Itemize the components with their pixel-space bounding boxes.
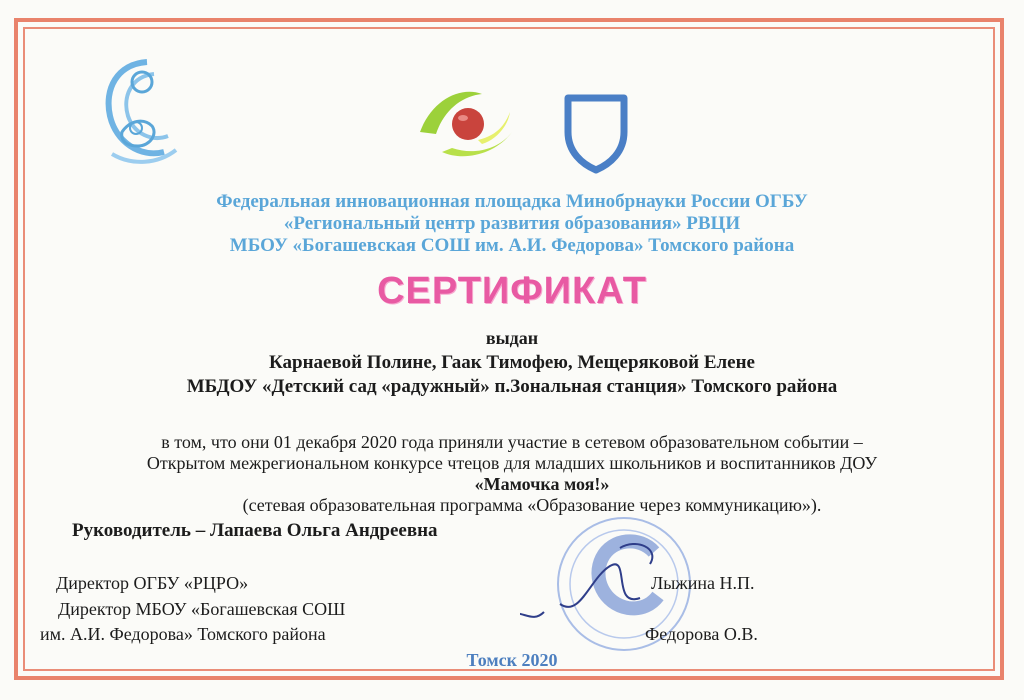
director-2-title-line-2: им. А.И. Федорова» Томского района	[40, 624, 326, 644]
body-line-2: Открытом межрегиональном конкурсе чтецов для младших школьников и воспитанников ДОУ	[146, 453, 878, 473]
body-line-1: в том, что они 01 декабря 2020 года приняли участие в сетевом образовательном событии –	[161, 432, 863, 452]
institution: МБДОУ «Детский сад «радужный» п.Зональная станция» Томского района	[186, 376, 838, 397]
event-name: «Мамочка моя!»	[474, 474, 610, 494]
mother-child-logo	[92, 54, 182, 169]
header-line-3: МБОУ «Богашевская СОШ им. А.И. Федорова» Томского района	[229, 235, 795, 256]
header-line-1: Федеральная инновационная площадка Минобрнауки России ОГБУ	[216, 191, 808, 212]
footer-city-year: Томск 2020	[466, 650, 558, 670]
shield-logo	[560, 92, 632, 174]
director-1-title: Директор ОГБУ «РЦРО»	[56, 573, 249, 593]
certificate-title: СЕРТИФИКАТ	[377, 270, 647, 312]
body-line-4: (сетевая образовательная программа «Образование через коммуникацию»).	[242, 495, 822, 515]
supervisor: Руководитель – Лапаева Ольга Андреевна	[72, 520, 438, 541]
director-2-title-line-1: Директор МБОУ «Богашевская СОШ	[58, 599, 346, 619]
issued-label: выдан	[485, 328, 539, 348]
recipients: Карнаевой Полине, Гаак Тимофею, Мещеряковой Елене	[268, 352, 755, 373]
sphere-leaves-logo	[412, 82, 520, 164]
director-1-name: Лыжина Н.П.	[651, 573, 755, 593]
header-line-2: «Региональный центр развития образования» РВЦИ	[283, 213, 741, 234]
director-2-name: Федорова О.В.	[645, 624, 758, 644]
